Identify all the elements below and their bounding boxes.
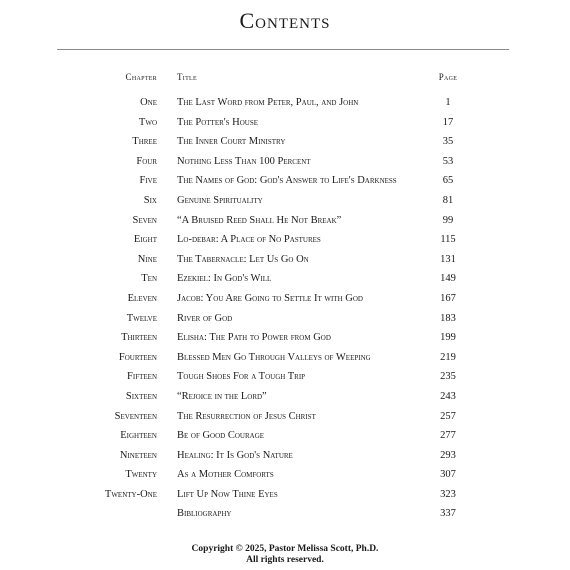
contents-row — [0, 428, 570, 448]
chapter-title: “A Bruised Reed Shall He Not Break” — [177, 214, 342, 226]
page-number: 65 — [442, 175, 454, 187]
chapter-title: The Names of God: God's Answer to Life's Darkness — [177, 175, 397, 187]
chapter-number: Twenty-One — [104, 488, 157, 500]
chapter-title: Healing: It Is God's Nature — [177, 449, 293, 461]
page-number: 307 — [440, 469, 456, 481]
page-number: 199 — [440, 332, 456, 344]
contents-row — [0, 389, 570, 409]
chapter-title: The Potter's House — [177, 116, 259, 128]
chapter-number: Five — [139, 175, 157, 187]
chapter-title: Lift Up Now Thine Eyes — [177, 488, 278, 500]
column-header-chapter: Chapter — [125, 72, 157, 82]
page-number: 219 — [440, 351, 456, 363]
chapter-title: Blessed Men Go Through Valleys of Weeping — [177, 351, 371, 363]
chapter-title: Elisha: The Path to Power from God — [177, 332, 331, 344]
copyright-line: Copyright © 2025, Pastor Melissa Scott, Ph.D. — [191, 544, 379, 554]
copyright-notice — [0, 544, 570, 566]
contents-row — [0, 291, 570, 311]
chapter-title: Tough Shoes For a Tough Trip — [177, 371, 306, 383]
chapter-number: Twelve — [126, 312, 157, 324]
chapter-number: Three — [132, 136, 157, 148]
contents-row — [0, 350, 570, 370]
contents-row — [0, 115, 570, 135]
contents-row — [0, 193, 570, 213]
contents-row — [0, 487, 570, 507]
chapter-title: “Rejoice in the Lord” — [177, 390, 267, 402]
page-number: 131 — [440, 253, 456, 265]
page-title: Contents — [239, 8, 331, 33]
column-header-title: Title — [177, 72, 197, 82]
page-number: 53 — [442, 155, 454, 167]
chapter-number: Ten — [141, 273, 157, 285]
column-header-page: Page — [438, 72, 458, 82]
chapter-title: Lo-debar: A Place of No Pastures — [177, 234, 321, 246]
page-number: 257 — [440, 410, 456, 422]
chapter-title: The Last Word from Peter, Paul, and John — [177, 97, 359, 108]
contents-row — [0, 173, 570, 193]
chapter-number: Eight — [133, 234, 157, 246]
contents-row — [0, 467, 570, 487]
page-number: 115 — [440, 234, 456, 246]
chapter-number: Fourteen — [118, 351, 157, 363]
title-divider — [57, 49, 509, 50]
chapter-number: Two — [138, 116, 157, 128]
page-number: 149 — [440, 273, 456, 285]
page-number: 277 — [440, 430, 456, 442]
page-number: 81 — [442, 194, 454, 206]
page-number: 243 — [440, 390, 456, 402]
page-number: 35 — [442, 136, 454, 148]
chapter-number: One — [140, 97, 157, 108]
chapter-number: Fifteen — [127, 371, 157, 383]
page-number: 337 — [440, 508, 456, 520]
chapter-title: Nothing Less Than 100 Percent — [177, 155, 311, 167]
page-number: 17 — [442, 116, 454, 128]
chapter-title: As a Mother Comforts — [177, 469, 274, 481]
chapter-title: Bibliography — [177, 508, 232, 520]
chapter-number: Six — [143, 194, 157, 206]
chapter-title: Genuine Spirituality — [177, 194, 263, 206]
rights-line: All rights reserved. — [246, 555, 324, 565]
chapter-title: River of God — [177, 312, 233, 324]
contents-list — [0, 95, 570, 526]
chapter-number: Nine — [137, 253, 157, 265]
chapter-title: The Tabernacle: Let Us Go On — [177, 253, 309, 265]
chapter-title: Jacob: You Are Going to Settle It with God — [177, 292, 363, 304]
chapter-number: Seven — [132, 214, 157, 226]
page-number: 323 — [440, 488, 456, 500]
chapter-number: Eighteen — [120, 430, 157, 442]
page-number: 1 — [445, 97, 451, 108]
page-number: 183 — [440, 312, 456, 324]
chapter-title: Be of Good Courage — [177, 430, 265, 442]
chapter-title: The Resurrection of Jesus Christ — [177, 410, 316, 422]
chapter-number: Four — [136, 155, 157, 167]
chapter-title: Ezekiel: In God's Will — [177, 273, 272, 285]
contents-row — [0, 95, 570, 115]
chapter-number: Nineteen — [119, 449, 157, 461]
page-number: 167 — [440, 292, 456, 304]
chapter-number: Sixteen — [125, 390, 157, 402]
page-number: 99 — [442, 214, 454, 226]
contents-row — [0, 330, 570, 350]
contents-row — [0, 506, 570, 526]
contents-row — [0, 252, 570, 272]
chapter-number: Seventeen — [114, 410, 157, 422]
chapter-number: Thirteen — [121, 332, 157, 344]
contents-row — [0, 232, 570, 252]
page-number: 293 — [440, 449, 456, 461]
contents-row — [0, 311, 570, 331]
contents-row — [0, 409, 570, 429]
page-number: 235 — [440, 371, 456, 383]
chapter-title: The Inner Court Ministry — [177, 136, 286, 148]
contents-row — [0, 213, 570, 233]
contents-row — [0, 134, 570, 154]
contents-row — [0, 448, 570, 468]
contents-row — [0, 271, 570, 291]
chapter-number: Twenty — [125, 469, 157, 481]
contents-row — [0, 369, 570, 389]
contents-row — [0, 154, 570, 174]
chapter-number: Eleven — [127, 292, 157, 304]
